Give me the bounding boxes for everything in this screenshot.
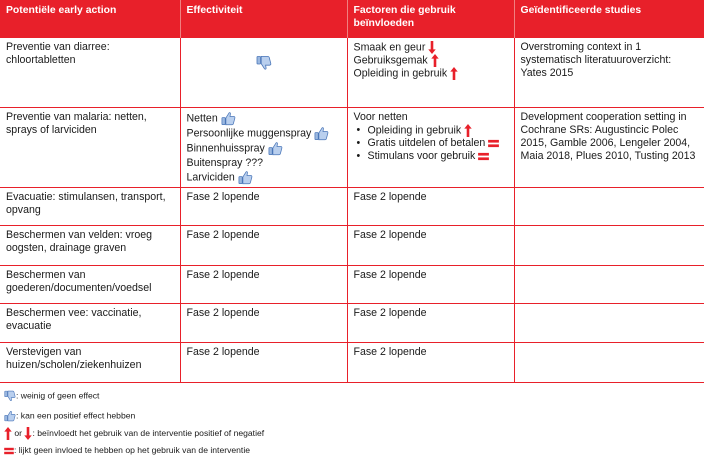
cell-studies xyxy=(514,226,704,266)
action-text: Preventie van diarree: chloortabletten xyxy=(6,40,110,66)
equals-icon xyxy=(478,152,489,161)
cell-action xyxy=(0,343,180,383)
cell-action xyxy=(0,226,180,266)
arrow-down-icon xyxy=(428,41,436,54)
action-text: Verstevigen van huizen/scholen/ziekenhuizen xyxy=(6,346,142,371)
cell-action xyxy=(0,107,180,188)
studies-text: Development cooperation setting in Cochrane SRs: Augustincic Polec 2015, Gamble 2006, Lengeler 2004, Maia 2018, Plues 2010, Tusting 2013 xyxy=(520,110,696,162)
effect-item: Persoonlijke muggenspray xyxy=(187,126,341,141)
cell-effectiveness: Fase 2 lopende xyxy=(180,188,347,226)
cell-effectiveness: Fase 2 lopende xyxy=(180,226,347,266)
cell-action xyxy=(0,188,180,226)
effect-item: Binnenhuisspray xyxy=(187,141,341,156)
arrow-up-icon xyxy=(450,67,458,80)
arrow-up-icon xyxy=(464,124,472,137)
effect-item: Larviciden xyxy=(187,170,341,185)
equals-icon xyxy=(488,139,499,148)
thumbs-up-icon xyxy=(4,410,16,422)
action-text: Evacuatie: stimulansen, transport, opvang xyxy=(6,191,166,216)
table-row xyxy=(0,107,704,188)
cell-studies xyxy=(514,37,704,107)
legend-thumbs-down: : weinig of geen effect xyxy=(4,390,99,402)
list-item: • Stimulans voor gebruik xyxy=(354,150,508,163)
effect-item: Netten xyxy=(187,111,341,126)
cell-factors: Fase 2 lopende xyxy=(347,226,514,266)
header-effectiveness: Effectiviteit xyxy=(180,0,347,37)
action-text: Beschermen van goederen/documenten/voedsel xyxy=(6,269,152,294)
action-text: Beschermen van velden: vroeg oogsten, drainage graven xyxy=(6,229,153,254)
thumbs-up-icon xyxy=(238,170,253,185)
effect-item: Buitenspray ??? xyxy=(186,156,264,169)
thumbs-up-icon xyxy=(221,111,236,126)
legend-arrows: or : beïnvloedt het gebruik van de interventie positief of negatief xyxy=(4,427,264,440)
header-studies: Geïdentificeerde studies xyxy=(514,0,704,37)
cell-effectiveness: Fase 2 lopende xyxy=(180,343,347,383)
table-row xyxy=(0,226,704,266)
legend-thumbs-up: : kan een positief effect hebben xyxy=(4,410,135,422)
header-early-action: Potentiële early action xyxy=(0,0,180,37)
factors-bullet-list xyxy=(354,124,508,163)
cell-action xyxy=(0,37,180,107)
factor-item: Gebruiksgemak xyxy=(354,54,508,67)
factor-item: Smaak en geur xyxy=(354,41,508,54)
cell-studies xyxy=(514,107,704,188)
cell-action xyxy=(0,304,180,343)
table-row xyxy=(0,343,704,383)
cell-studies xyxy=(514,343,704,383)
cell-effectiveness: Fase 2 lopende xyxy=(180,266,347,304)
table-row xyxy=(0,37,704,107)
thumbs-down-icon xyxy=(4,390,16,402)
cell-effectiveness xyxy=(180,37,347,107)
factors-intro: Voor netten xyxy=(353,110,408,123)
cell-effectiveness xyxy=(180,107,347,188)
table-row xyxy=(0,304,704,343)
cell-studies xyxy=(514,266,704,304)
thumbs-up-icon xyxy=(268,141,283,156)
cell-factors: Fase 2 lopende xyxy=(347,343,514,383)
action-text: Beschermen vee: vaccinatie, evacuatie xyxy=(6,307,142,332)
cell-factors: Fase 2 lopende xyxy=(347,266,514,304)
cell-factors: Fase 2 lopende xyxy=(347,188,514,226)
arrow-up-icon xyxy=(431,54,439,67)
header-row xyxy=(0,0,704,37)
action-text: Preventie van malaria: netten, sprays of larviciden xyxy=(6,110,147,136)
thumbs-up-icon xyxy=(314,126,329,141)
table-row xyxy=(0,188,704,226)
equals-icon xyxy=(4,447,14,455)
cell-factors: Fase 2 lopende xyxy=(347,304,514,343)
list-item: • Gratis uitdelen of betalen xyxy=(354,137,508,150)
table-row xyxy=(0,266,704,304)
cell-action xyxy=(0,266,180,304)
factor-item: Opleiding in gebruik xyxy=(354,67,508,80)
header-factors: Factoren die gebruik beïnvloeden xyxy=(347,0,514,37)
legend-equals: : lijkt geen invloed te hebben op het gebruik van de interventie xyxy=(4,445,250,456)
arrow-up-icon xyxy=(4,427,12,440)
cell-effectiveness: Fase 2 lopende xyxy=(180,304,347,343)
cell-factors xyxy=(347,37,514,107)
cell-factors xyxy=(347,107,514,188)
studies-text: Overstroming context in 1 systematisch literatuuroverzicht: Yates 2015 xyxy=(520,40,672,79)
cell-studies xyxy=(514,304,704,343)
thumbs-down-icon xyxy=(187,55,341,75)
list-item: • Opleiding in gebruik xyxy=(354,124,508,137)
cell-studies xyxy=(514,188,704,226)
